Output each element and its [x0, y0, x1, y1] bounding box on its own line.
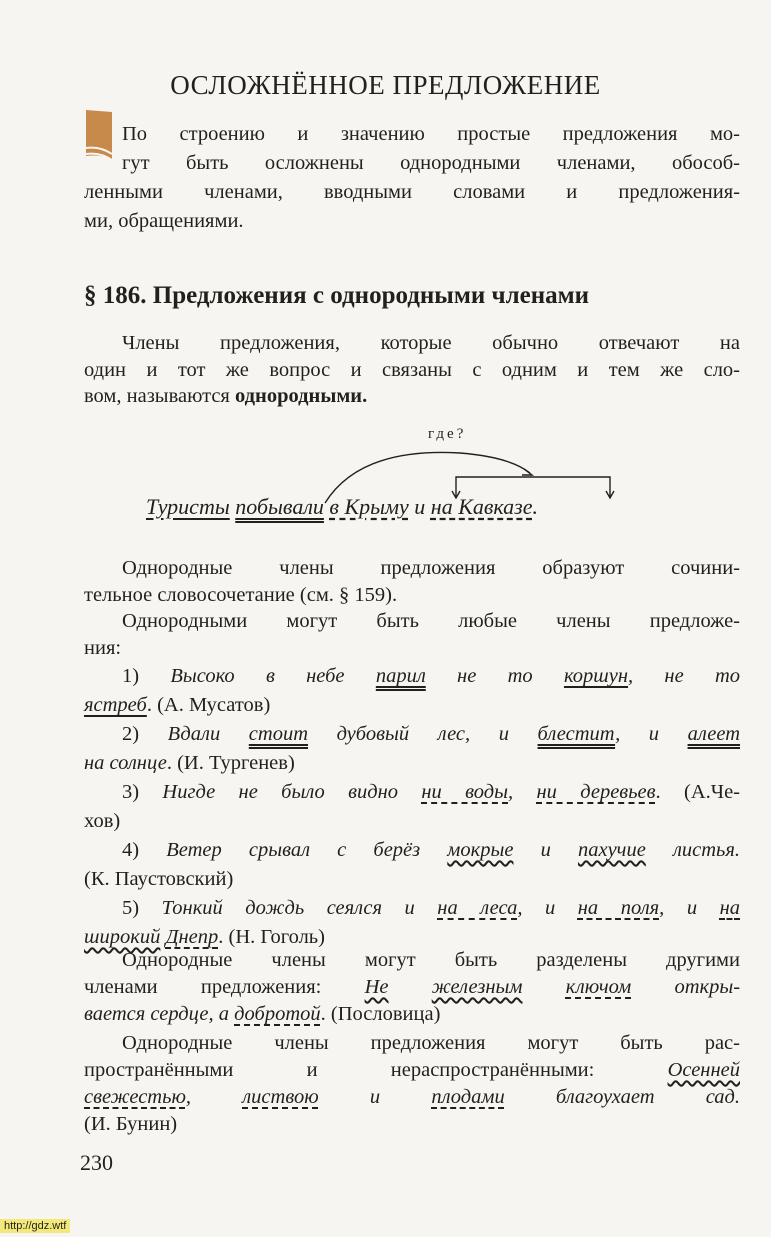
circumstance: на поля [577, 897, 660, 919]
example-4-cont: (К. Паустовский) [84, 868, 234, 890]
text-line: (И. Бунин) [84, 1113, 178, 1135]
text: на солнце [84, 752, 167, 774]
circumstance: плодами [431, 1086, 505, 1108]
text: дубовый лес, и [336, 723, 509, 745]
question-label: где? [428, 426, 467, 442]
text: Высоко в небе [170, 665, 345, 687]
text-line [84, 1001, 740, 1028]
paragraph-3 [84, 947, 740, 1028]
text-line: гут быть осложнены однородными членами, обособ- [122, 152, 740, 174]
text: , [185, 1086, 192, 1108]
text-line: Однородные члены предложения могут быть рас- [122, 1032, 740, 1054]
text-line: Члены предложения, которые обычно отвечают на [122, 332, 740, 354]
text-line: один и тот же вопрос и связаны с одним и тем же сло- [84, 358, 740, 381]
text-line: По строению и значению простые предложения мо- [122, 123, 740, 145]
text: и [540, 839, 551, 861]
subject: ястреб [84, 694, 147, 716]
attribute: мокрые [447, 839, 514, 861]
example-1-cont [84, 691, 740, 720]
source: . (А.Че- [655, 781, 741, 803]
circumstance: на леса [437, 897, 518, 919]
text: вается сердце, а [84, 1003, 230, 1025]
term: однородными. [234, 385, 368, 407]
subject: коршун [563, 665, 628, 687]
example-number: 5) [122, 897, 140, 919]
object: ни воды [421, 781, 509, 803]
example-3-cont: хов) [84, 810, 121, 832]
predicate: парил [375, 665, 426, 687]
text: листья. [672, 839, 741, 861]
text: не то [457, 665, 533, 687]
conjunction: и [414, 494, 426, 519]
homogeneous-member: на Кавказе [430, 494, 533, 519]
example-number: 1) [122, 665, 140, 687]
text-line: ленными членами, вводными словами и предложения- [84, 181, 740, 203]
source: . (И. Тургенев) [166, 752, 295, 774]
text-line [84, 974, 740, 1001]
text-line: Однородными могут быть любые члены предложе- [122, 610, 740, 632]
attribute: пахучие [577, 839, 646, 861]
text: Тонкий дождь сеялся и [161, 897, 415, 919]
circumstance: на [719, 897, 741, 919]
example-2 [84, 720, 740, 749]
watermark-link[interactable]: http://gdz.wtf [0, 1219, 70, 1233]
text-line [84, 1057, 740, 1084]
period: . [532, 494, 538, 519]
example-3 [84, 778, 740, 807]
predicate: побывали [235, 494, 324, 519]
text-line: тельное словосочетание (см. § 159). [84, 583, 398, 606]
text: , не то [628, 665, 741, 687]
example-2-cont [84, 749, 740, 778]
text: , и [659, 897, 698, 919]
text-line [84, 1084, 740, 1111]
intro-paragraph [84, 120, 740, 236]
attribute: железным [431, 976, 523, 998]
example-1 [84, 662, 740, 691]
chapter-title: ОСЛОЖНЁННОЕ ПРЕДЛОЖЕНИЕ [170, 70, 601, 100]
text-line [84, 383, 740, 410]
predicate: блестит [537, 723, 616, 745]
object: ключом [565, 976, 632, 998]
example-number: 4) [122, 839, 140, 861]
homogeneous-member: в Крыму [329, 494, 409, 519]
subject: Туристы [146, 494, 230, 519]
text: Ветер срывал с берёз [166, 839, 421, 861]
object: добротой [234, 1003, 321, 1025]
text: Вдали [167, 723, 221, 745]
predicate: алеет [687, 723, 741, 745]
text: откры- [674, 976, 741, 998]
text-line: ния: [84, 636, 122, 659]
text: и [369, 1086, 381, 1108]
example-5 [84, 894, 740, 923]
circumstance: свежестью [84, 1086, 186, 1108]
source: . (А. Мусатов) [146, 694, 271, 716]
text: Нигде не было видно [162, 781, 399, 803]
example-4 [84, 836, 740, 865]
circumstance: Днепр [165, 926, 219, 948]
page-number: 230 [80, 1150, 113, 1175]
paragraph-1 [84, 555, 740, 661]
text: , и [517, 897, 556, 919]
text: благоухает сад. [555, 1086, 741, 1108]
text: вом, называются [84, 385, 235, 407]
circumstance: листвою [242, 1086, 319, 1108]
text-line: ми, обращениями. [84, 210, 244, 232]
definition-paragraph [84, 330, 740, 410]
paragraph-4 [84, 1030, 740, 1138]
text-line: Однородные члены предложения образуют сочини- [122, 557, 740, 579]
source: . (Н. Гоголь) [218, 926, 325, 948]
section-title: § 186. Предложения с однородными членами [84, 282, 590, 309]
object: ни деревьев [536, 781, 656, 803]
predicate: стоит [248, 723, 309, 745]
example-number: 2) [122, 723, 140, 745]
attribute: Осенней [667, 1059, 740, 1081]
text: пространёнными и нераспространёнными: [84, 1059, 595, 1081]
source: . (Пословица) [320, 1003, 441, 1025]
attribute: широкий [84, 926, 161, 948]
example-number: 3) [122, 781, 140, 803]
diagram-sentence [146, 494, 538, 520]
text: , и [615, 723, 660, 745]
text: , [508, 781, 514, 803]
text: членами предложения: [84, 976, 322, 998]
text-line: Однородные члены могут быть разделены другими [122, 949, 740, 971]
examples [84, 662, 740, 952]
attribute: Не [364, 976, 389, 998]
